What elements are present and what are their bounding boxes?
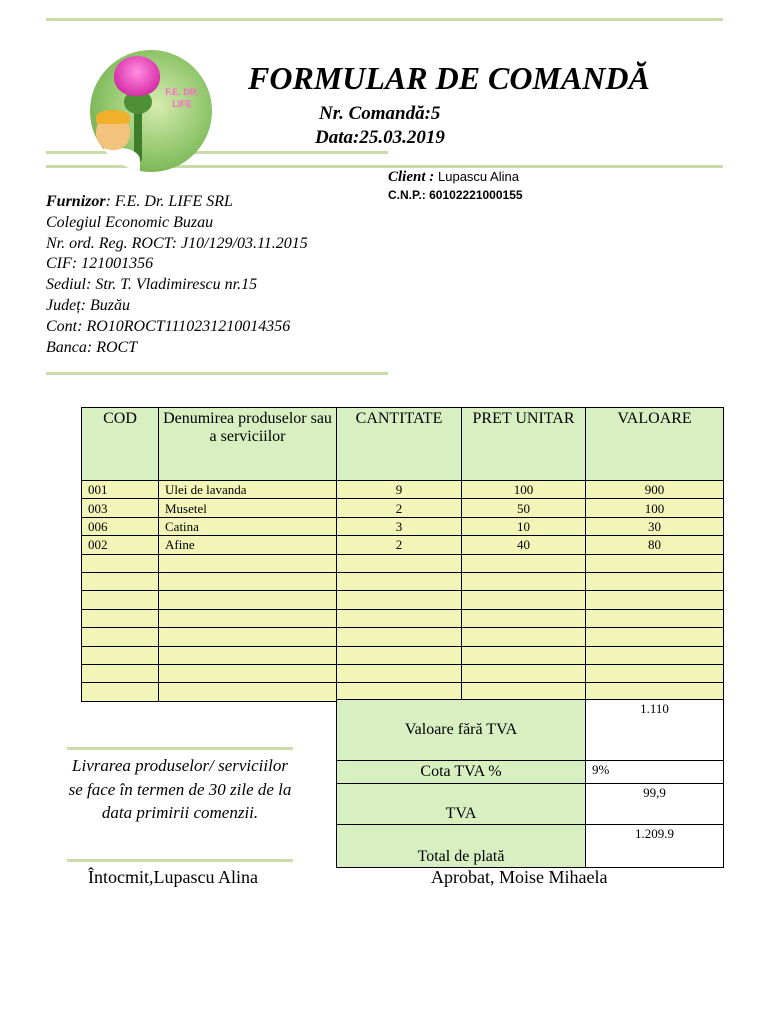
thistle-flower-icon: [114, 56, 160, 96]
row-cod: 006: [82, 517, 159, 535]
client-label: Client :: [388, 169, 435, 185]
row-cod: [82, 609, 159, 627]
row-quantity: [337, 609, 462, 627]
header-value: VALOARE: [586, 408, 724, 481]
order-number: Nr. Comandă:5: [319, 103, 441, 124]
row-unit-price: [462, 646, 586, 664]
header-quantity: CANTITATE: [337, 408, 462, 481]
row-unit-price: [462, 572, 586, 590]
table-row: [82, 481, 724, 499]
row-value: [586, 609, 724, 627]
row-product-name: [159, 628, 337, 646]
table-row: [82, 499, 724, 517]
row-quantity: 2: [337, 499, 462, 517]
row-product-name: Ulei de lavanda: [159, 481, 337, 499]
row-value: [586, 646, 724, 664]
approved-by: Aprobat, Moise Mihaela: [431, 867, 608, 887]
supplier-label: Furnizor: [46, 193, 106, 210]
supplier-line: CIF: 121001356: [46, 255, 154, 273]
supplier-line: Banca: ROCT: [46, 338, 138, 356]
header-cod: COD: [82, 408, 159, 481]
supplier-divider: [46, 372, 388, 375]
row-unit-price: [462, 628, 586, 646]
supplier-line: Cont: RO10ROCT1110231210014356: [46, 317, 291, 335]
supplier-line: Sediul: Str. T. Vladimirescu nr.15: [46, 276, 258, 294]
row-cod: 002: [82, 536, 159, 554]
row-unit-price: 50: [462, 499, 586, 517]
row-unit-price: [462, 609, 586, 627]
row-product-name: Musetel: [159, 499, 337, 517]
table-row: [82, 591, 724, 609]
form-title: FORMULAR DE COMANDĂ: [248, 60, 650, 96]
table-row: [82, 664, 724, 682]
row-product-name: [159, 591, 337, 609]
row-cod: 001: [82, 481, 159, 499]
totals-row-vat-rate: [337, 761, 724, 784]
header-divider-right: [388, 165, 723, 168]
table-row: [82, 628, 724, 646]
table-row: [82, 517, 724, 535]
vat-rate-label: Cota TVA %: [337, 761, 586, 784]
supplier-name-line: [46, 192, 308, 213]
row-value: [586, 664, 724, 682]
row-cod: [82, 554, 159, 572]
row-quantity: [337, 646, 462, 664]
supplier-line: Județ: Buzău: [46, 296, 130, 314]
row-quantity: [337, 664, 462, 682]
row-value: [586, 591, 724, 609]
row-product-name: [159, 683, 337, 701]
row-value: [586, 554, 724, 572]
row-cod: 003: [82, 499, 159, 517]
header-product-name: Denumirea produselor sau a serviciilor: [159, 408, 337, 481]
total-value: 1.209.9: [586, 825, 724, 868]
row-value: 900: [586, 481, 724, 499]
row-product-name: [159, 554, 337, 572]
row-unit-price: 40: [462, 536, 586, 554]
row-quantity: [337, 591, 462, 609]
supplier-line: Nr. ord. Reg. ROCT: J10/129/03.11.2015: [46, 234, 308, 252]
vat-label: TVA: [337, 784, 586, 825]
row-cod: [82, 591, 159, 609]
row-value: 30: [586, 517, 724, 535]
row-value: 100: [586, 499, 724, 517]
row-quantity: [337, 554, 462, 572]
client-cnp: C.N.P.: 60102221000155: [388, 188, 523, 202]
order-date: Data:25.03.2019: [315, 127, 445, 148]
row-cod: [82, 572, 159, 590]
vat-rate-value: 9%: [586, 761, 724, 784]
delivery-note: Livrarea produselor/ serviciilor se face în termen de 30 zile de la data primirii comenzii.: [68, 756, 292, 822]
note-divider-top: [67, 747, 293, 750]
supplier-block: [46, 192, 308, 358]
doctor-hair: [96, 110, 130, 124]
row-cod: [82, 628, 159, 646]
row-product-name: [159, 646, 337, 664]
row-unit-price: 10: [462, 517, 586, 535]
supplier-line: Colegiul Economic Buzau: [46, 213, 214, 231]
row-product-name: [159, 572, 337, 590]
logo-brand-text: [162, 86, 202, 110]
table-row: [82, 646, 724, 664]
row-unit-price: [462, 664, 586, 682]
row-cod: [82, 664, 159, 682]
table-row: [82, 609, 724, 627]
row-cod: [82, 683, 159, 701]
total-label: Total de plată: [337, 825, 586, 868]
logo-brand-line-1: F.E. DR.: [165, 87, 199, 97]
totals-table: [336, 699, 724, 868]
table-row: [82, 572, 724, 590]
supplier-name: : F.E. Dr. LIFE SRL: [105, 193, 233, 210]
client-name: Lupascu Alina: [438, 169, 519, 184]
row-quantity: 3: [337, 517, 462, 535]
row-unit-price: [462, 591, 586, 609]
totals-row-vat: [337, 784, 724, 825]
totals-row-total: [337, 825, 724, 868]
row-quantity: [337, 628, 462, 646]
products-table: [81, 407, 724, 702]
row-value: [586, 572, 724, 590]
net-value: 1.110: [586, 700, 724, 761]
row-product-name: Afine: [159, 536, 337, 554]
row-product-name: Catina: [159, 517, 337, 535]
net-value-label: Valoare fără TVA: [337, 700, 586, 761]
table-row: [82, 554, 724, 572]
totals-row-net: [337, 700, 724, 761]
row-product-name: [159, 664, 337, 682]
company-logo: [90, 50, 212, 172]
row-quantity: [337, 572, 462, 590]
note-divider-bottom: [67, 859, 293, 862]
client-block: [388, 169, 519, 186]
vat-value: 99,9: [586, 784, 724, 825]
row-cod: [82, 646, 159, 664]
logo-brand-line-2: LIFE: [172, 99, 192, 109]
header-unit-price: PRET UNITAR: [462, 408, 586, 481]
table-row: [82, 536, 724, 554]
row-unit-price: [462, 554, 586, 572]
row-unit-price: 100: [462, 481, 586, 499]
top-divider: [46, 18, 723, 21]
row-quantity: 2: [337, 536, 462, 554]
row-quantity: 9: [337, 481, 462, 499]
prepared-by: Întocmit,Lupascu Alina: [88, 867, 258, 887]
doctor-coat: [90, 148, 140, 172]
row-product-name: [159, 609, 337, 627]
row-value: [586, 628, 724, 646]
row-value: 80: [586, 536, 724, 554]
table-header-row: [82, 408, 724, 481]
